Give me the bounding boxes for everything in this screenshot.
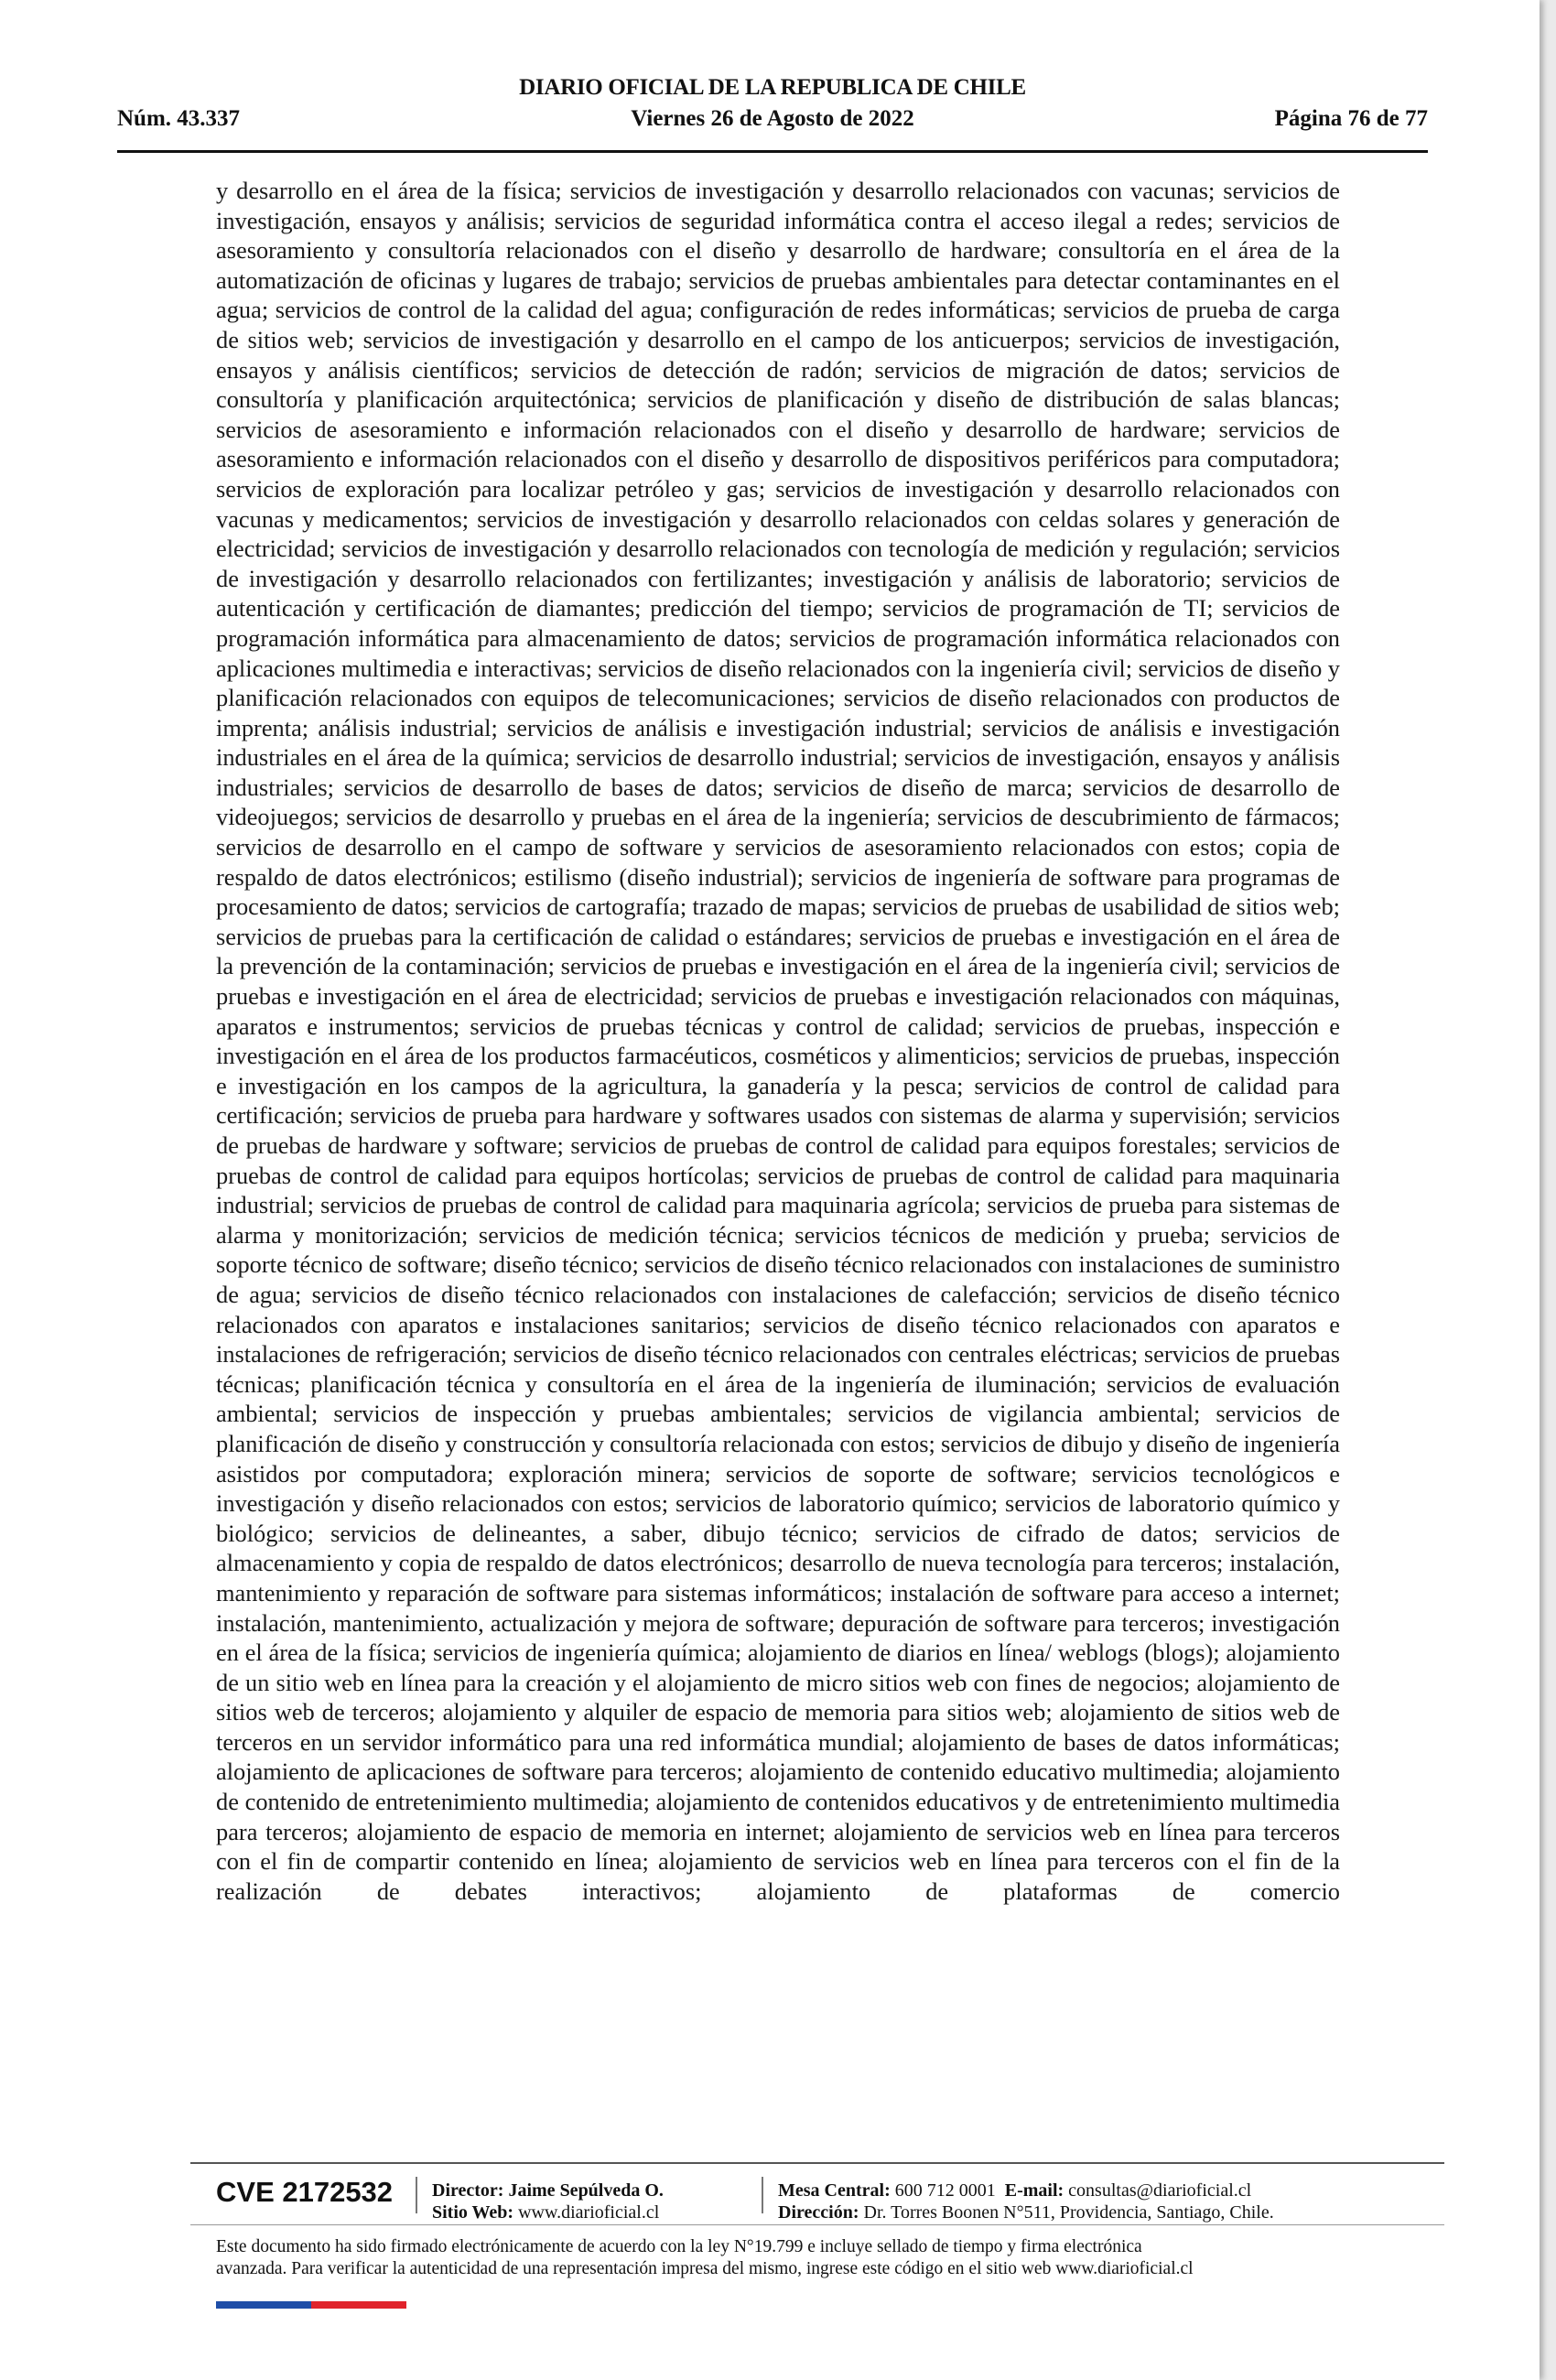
address-label: Dirección: <box>778 2202 859 2223</box>
website-label: Sitio Web: <box>432 2202 514 2223</box>
flag-stripe-red <box>311 2301 406 2309</box>
director-name: Jaime Sepúlveda O. <box>508 2180 664 2201</box>
footer-divider-secondary <box>190 2224 1444 2225</box>
header-divider <box>117 150 1428 153</box>
website-link[interactable]: www.diarioficial.cl <box>518 2202 660 2223</box>
notice-line: Este documento ha sido firmado electrónicamente de acuerdo con la ley N°19.799 e incluye sellado de tiempo y firma electrónica <box>216 2237 1142 2256</box>
publication-title: DIARIO OFICIAL DE LA REPUBLICA DE CHILE <box>519 75 1026 100</box>
email-link[interactable]: consultas@diarioficial.cl <box>1068 2180 1252 2201</box>
address-value: Dr. Torres Boonen N°511, Providencia, Santiago, Chile. <box>863 2202 1274 2223</box>
page-number: Página 76 de 77 <box>1274 106 1428 131</box>
footer-separator <box>762 2177 763 2213</box>
footer-divider <box>190 2162 1444 2164</box>
phone-value: 600 712 0001 <box>894 2180 996 2201</box>
signature-notice <box>216 2236 1360 2280</box>
email-label: E-mail: <box>1004 2180 1064 2201</box>
page-header <box>117 75 1428 139</box>
footer-director-block <box>432 2180 664 2223</box>
flag-stripe-blue <box>216 2301 311 2309</box>
cve-code: CVE 2172532 <box>216 2176 394 2208</box>
issue-date: Viernes 26 de Agosto de 2022 <box>631 106 914 131</box>
notice-line: avanzada. Para verificar la autenticidad de una representación impresa del mismo, ingrese este código en el sitio web www.diarioficial.cl <box>216 2259 1194 2278</box>
body-paragraph: y desarrollo en el área de la física; servicios de investigación y desarrollo relacionados con vacunas; servicios de investigación, ensayos y análisis; servicios de seguridad informática contra el acceso ilegal a redes; servicios de asesoramiento y consultoría relacionados con el diseño y desarrollo de hardware; consultoría en el área de la automatización de oficinas y lugares de trabajo; servicios de pruebas ambientales para detectar contaminantes en el agua; servicios de control de la calidad del agua; configuración de redes informáticas; servicios de prueba de carga de sitios web; servicios de investigación y desarrollo en el campo de los anticuerpos; servicios de investigación, ensayos y análisis científicos; servicios de detección de radón; servicios de migración de datos; servicios de consultoría y planificación arquitectónica; servicios de planificación y diseño de distribución de salas blancas; servicios de asesoramiento e información relacionados con el diseño y desarrollo de hardware; servicios de asesoramiento e información relacionados con el diseño y desarrollo de dispositivos periféricos para computadora; servicios de exploración para localizar petróleo y gas; servicios de investigación y desarrollo relacionados con vacunas y medicamentos; servicios de investigación y desarrollo relacionados con celdas solares y generación de electricidad; servicios de investigación y desarrollo relacionados con tecnología de medición y regulación; servicios de investigación y desarrollo relacionados con fertilizantes; investigación y análisis de laboratorio; servicios de autenticación y certificación de diamantes; predicción del tiempo; servicios de programación de TI; servicios de programación informática para almacenamiento de datos; servicios de programación informática relacionados con aplicaciones multimedia e interactivas; servicios de diseño relacionados con la ingeniería civil; servicios de diseño y planificación relacionados con equipos de telecomunicaciones; servicios de diseño relacionados con productos de imprenta; análisis industrial; servicios de análisis e investigación industrial; servicios de análisis e investigación industriales en el área de la química; servicios de desarrollo industrial; servicios de investigación, ensayos y análisis industriales; servicios de desarrollo de bases de datos; servicios de diseño de marca; servicios de desarrollo de videojuegos; servicios de desarrollo y pruebas en el área de la ingeniería; servicios de descubrimiento de fármacos; servicios de desarrollo en el campo de software y servicios de asesoramiento relacionados con estos; copia de respaldo de datos electrónicos; estilismo (diseño industrial); servicios de ingeniería de software para programas de procesamiento de datos; servicios de cartografía; trazado de mapas; servicios de pruebas de usabilidad de sitios web; servicios de pruebas para la certificación de calidad o estándares; servicios de pruebas e investigación en el área de la prevención de la contaminación; servicios de pruebas e investigación en el área de la ingeniería civil; servicios de pruebas e investigación en el área de electricidad; servicios de pruebas e investigación relacionados con máquinas, aparatos e instrumentos; servicios de pruebas técnicas y control de calidad; servicios de pruebas, inspección e investigación en el área de los productos farmacéuticos, cosméticos y alimenticios; servicios de pruebas, inspección e investigación en los campos de la agricultura, la ganadería y la pesca; servicios de control de calidad para certificación; servicios de prueba para hardware y softwares usados con sistemas de alarma y supervisión; servicios de pruebas de hardware y software; servicios de pruebas de control de calidad para equipos forestales; servicios de pruebas de control de calidad para equipos hortícolas; servicios de pruebas de control de calidad para maquinaria industrial; servicios de pruebas de control de calidad para maquinaria agrícola; servicios de prueba para sistemas de alarma y monitorización; servicios de medición técnica; servicios técnicos de medición y prueba; servicios de soporte técnico de software; diseño técnico; servicios de diseño técnico relacionados con instalaciones de suministro de agua; servicios de diseño técnico relacionados con instalaciones de calefacción; servicios de diseño técnico relacionados con aparatos e instalaciones sanitarios; servicios de diseño técnico relacionados con aparatos e instalaciones de refrigeración; servicios de diseño técnico relacionados con centrales eléctricas; servicios de pruebas técnicas; planificación técnica y consultoría en el área de la ingeniería de iluminación; servicios de evaluación ambiental; servicios de inspección y pruebas ambientales; servicios de vigilancia ambiental; servicios de planificación de diseño y construcción y consultoría relacionada con estos; servicios de dibujo y diseño de ingeniería asistidos por computadora; exploración minera; servicios de soporte de software; servicios tecnológicos e investigación y diseño relacionados con estos; servicios de laboratorio químico; servicios de laboratorio químico y biológico; servicios de delineantes, a saber, dibujo técnico; servicios de cifrado de datos; servicios de almacenamiento y copia de respaldo de datos electrónicos; desarrollo de nueva tecnología para terceros; instalación, mantenimiento y reparación de software para sistemas informáticos; instalación de software para acceso a internet; instalación, mantenimiento, actualización y mejora de software; depuración de software para terceros; investigación en el área de la física; servicios de ingeniería química; alojamiento de diarios en línea/ weblogs (blogs); alojamiento de un sitio web en línea para la creación y el alojamiento de micro sitios web con fines de negocios; alojamiento de sitios web de terceros; alojamiento y alquiler de espacio de memoria para sitios web; alojamiento de sitios web de terceros en un servidor informático para una red informática mundial; alojamiento de bases de datos informáticas; alojamiento de aplicaciones de software para terceros; alojamiento de contenido educativo multimedia; alojamiento de contenido de entretenimiento multimedia; alojamiento de contenidos educativos y de entretenimiento multimedia para terceros; alojamiento de espacio de memoria en internet; alojamiento de servicios web en línea para terceros con el fin de compartir contenido en línea; alojamiento de servicios web en línea para terceros con el fin de la realización de debates interactivos; alojamiento de plataformas de comercio <box>216 177 1340 1905</box>
footer-separator <box>416 2177 417 2213</box>
phone-label: Mesa Central: <box>778 2180 891 2201</box>
footer-contact-block <box>778 2180 1274 2223</box>
issue-number: Núm. 43.337 <box>117 106 241 131</box>
director-label: Director: <box>432 2180 504 2201</box>
